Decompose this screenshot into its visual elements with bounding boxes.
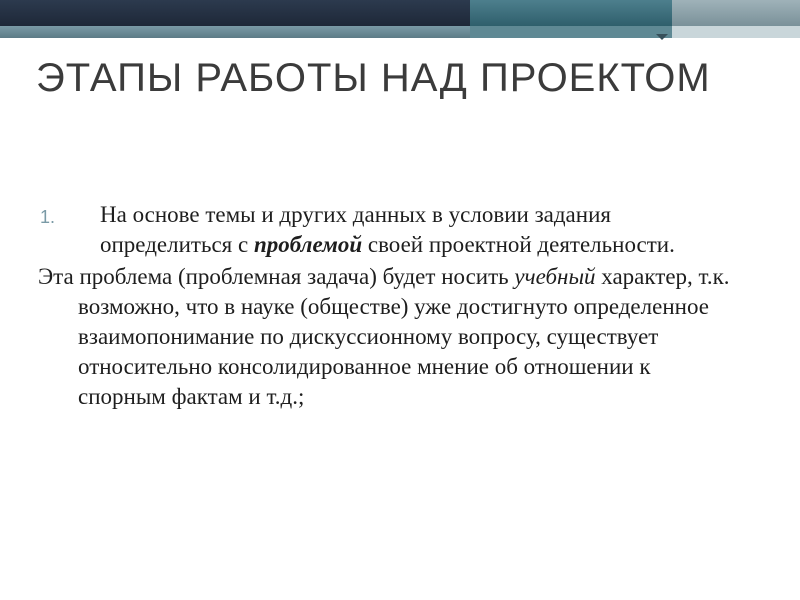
item-emphasis: проблемой — [253, 232, 363, 257]
item-text-after: своей проектной деятельности. — [362, 232, 675, 257]
header-notch — [656, 34, 668, 40]
header-decoration — [470, 0, 800, 38]
para-emphasis: учебный — [514, 264, 596, 289]
list-item — [32, 200, 742, 260]
list-item-text — [100, 200, 742, 260]
item-text-before: На основе темы и других данных в условии задания определиться с — [100, 202, 611, 257]
slide-content — [32, 200, 742, 412]
header-tab-light-lower — [672, 26, 800, 38]
slide-title: ЭТАПЫ РАБОТЫ НАД ПРОЕКТОМ — [36, 56, 711, 100]
header-tab-teal-lower — [470, 26, 672, 38]
para-text-after: характер, т.к. возможно, что в науке (обществе) уже достигнуто определенное взаимопонимание по дискуссионному вопросу, существует относительно консолидированное мнение об отношении к спорным фактам и т.д.; — [78, 264, 730, 409]
body-paragraph — [32, 262, 742, 412]
header-tab-light — [672, 0, 800, 26]
list-number: 1. — [40, 207, 56, 227]
para-text-before: Эта проблема (проблемная задача) будет носить — [38, 264, 515, 289]
